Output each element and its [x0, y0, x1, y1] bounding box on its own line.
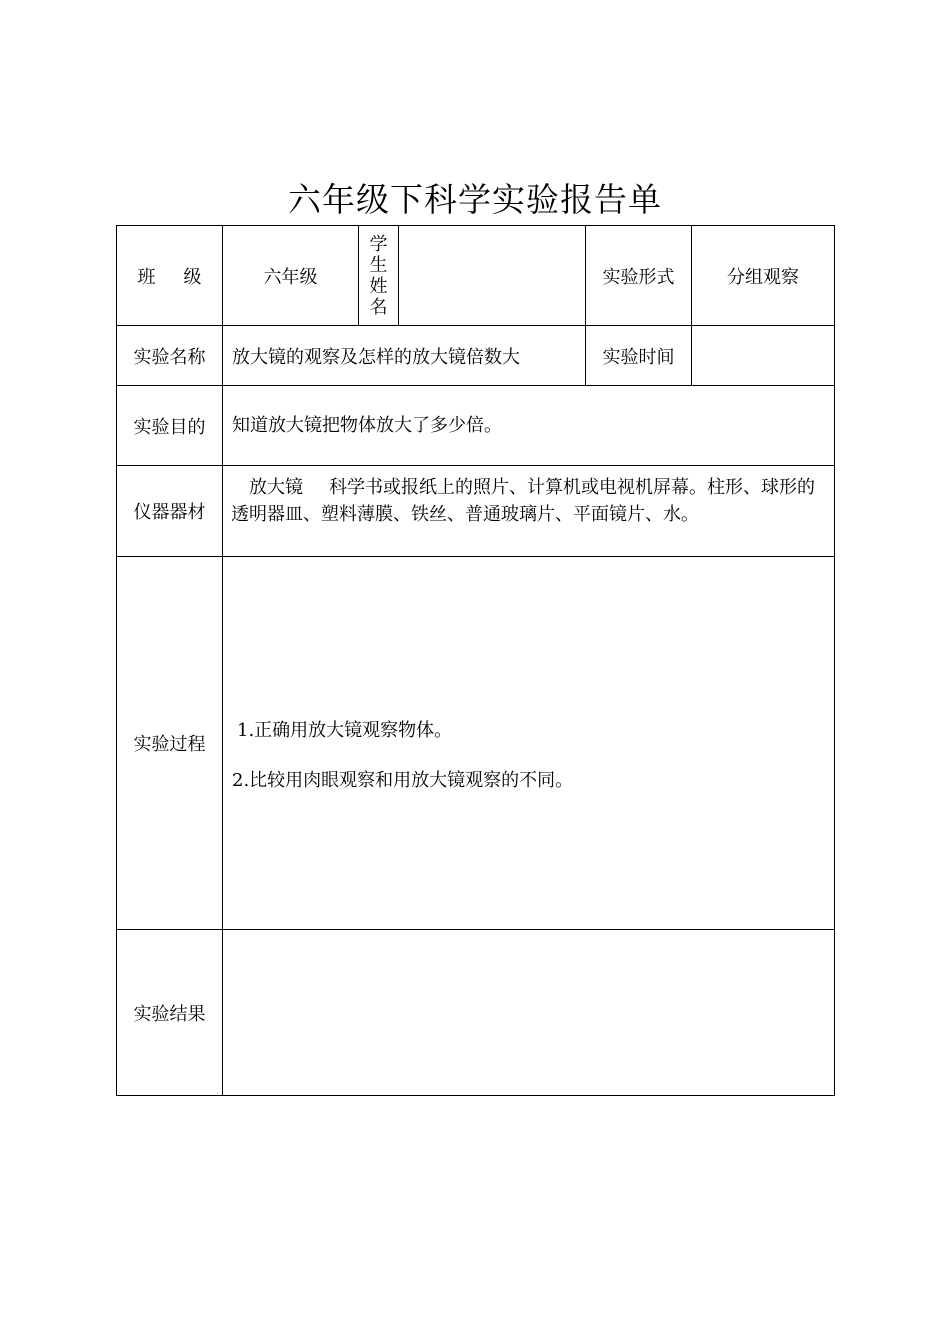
class-label-char-1: 班: [137, 266, 156, 288]
process-steps: [223, 557, 835, 930]
student-label-char: 姓: [369, 275, 388, 297]
row-experiment-name: [117, 326, 835, 386]
equipment-value: [223, 466, 835, 557]
form-label: 实验形式: [586, 226, 692, 326]
student-name-label: [359, 226, 399, 326]
student-label-char: 名: [369, 296, 388, 318]
student-label-char: 学: [369, 233, 388, 255]
form-value: 分组观察: [692, 226, 835, 326]
result-label: 实验结果: [117, 930, 223, 1096]
purpose-value: 知道放大镜把物体放大了多少倍。: [223, 386, 835, 466]
experiment-name-label: 实验名称: [117, 326, 223, 386]
page-title: 六年级下科学实验报告单: [288, 180, 662, 219]
experiment-time-label: 实验时间: [586, 326, 692, 386]
process-label: 实验过程: [117, 557, 223, 930]
student-label-char: 生: [369, 254, 388, 276]
equipment-first: 放大镜: [249, 477, 303, 498]
result-field[interactable]: [223, 930, 835, 1096]
process-step-1: 1.正确用放大镜观察物体。: [237, 720, 453, 741]
class-label-cell: [117, 226, 223, 326]
experiment-time-field[interactable]: [692, 326, 835, 386]
experiment-name-value: 放大镜的观察及怎样的放大镜倍数大: [223, 326, 586, 386]
row-class-info: [117, 226, 835, 326]
purpose-label: 实验目的: [117, 386, 223, 466]
row-process: [117, 557, 835, 930]
row-purpose: [117, 386, 835, 466]
process-step-2: 2.比较用肉眼观察和用放大镜观察的不同。: [232, 770, 574, 791]
equipment-rest: 科学书或报纸上的照片、计算机或电视机屏幕。柱形、球形的透明器皿、塑料薄膜、铁丝、普通玻璃片、平面镜片、水。: [231, 477, 815, 525]
row-equipment: [117, 466, 835, 557]
row-result: [117, 930, 835, 1096]
student-name-field[interactable]: [399, 226, 586, 326]
equipment-label: 仪器器材: [117, 466, 223, 557]
class-label-char-2: 级: [183, 266, 202, 288]
class-value-cell: 六年级: [223, 226, 359, 326]
report-table: [116, 225, 835, 1096]
